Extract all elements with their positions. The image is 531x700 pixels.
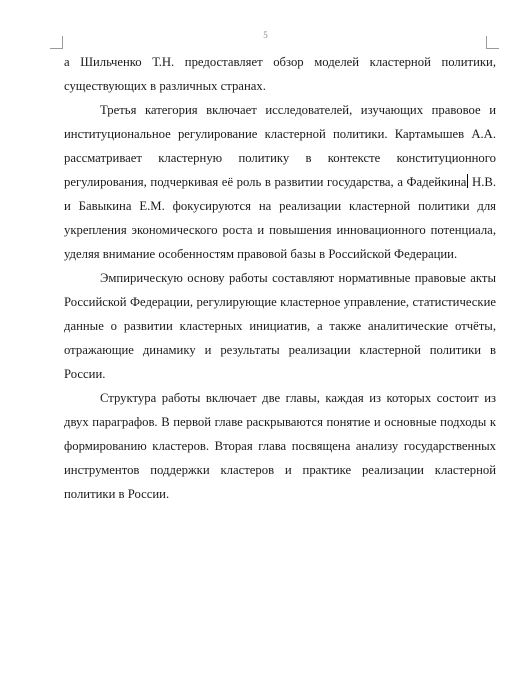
margin-corner-mark-left	[50, 36, 63, 49]
paragraph-2-text-start: Третья категория включает исследователей, изучающих правовое и институциональное регулирование кластерной политики. Картамышев А.А. рассматривает кластерную политику в контексте конституционного регулирования, подчеркивая её роль в развитии государства, а Фадейкина	[64, 103, 496, 189]
margin-corner-mark-right	[486, 36, 499, 49]
paragraph-2-text-end: Н.В. и Бавыкина Е.М. фокусируются на реализации кластерной политики для укрепления экономического роста и повышения инновационного потенциала, уделяя внимание особенностям правовой базы в Российской Федерации.	[64, 175, 497, 261]
paragraph-4: Структура работы включает две главы, каждая из которых состоит из двух параграфов. В первой главе раскрываются понятие и основные подходы к формированию кластеров. Вторая глава посвящена анализу государственных инструментов поддержки кластеров и практике реализации кластерной политики в России.	[64, 391, 496, 501]
paragraph-1: а Шильченко Т.Н. предоставляет обзор моделей кластерной политики, существующих в различных странах.	[64, 55, 496, 93]
document-body-text[interactable]	[64, 50, 496, 506]
paragraph-2	[64, 98, 496, 266]
paragraph-3: Эмпирическую основу работы составляют нормативные правовые акты Российской Федерации, регулирующие кластерное управление, статистические данные о развитии кластерных инициатив, а также аналитические отчёты, отражающие динамику и результаты реализации кластерной политики в России.	[64, 271, 496, 381]
page-number: 5	[263, 30, 268, 40]
